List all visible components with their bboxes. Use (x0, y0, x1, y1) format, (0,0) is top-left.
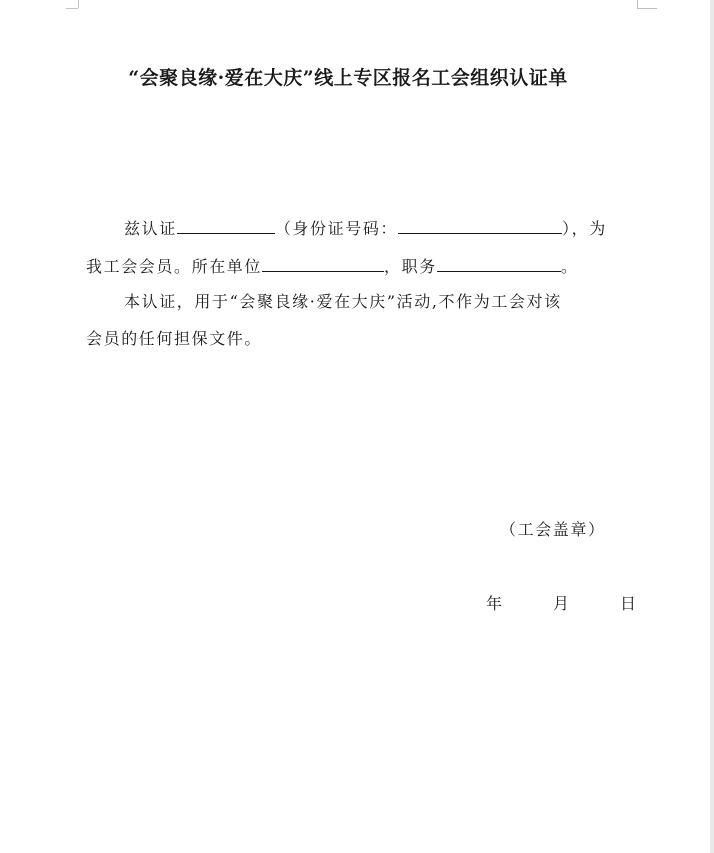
crop-mark-top-right (637, 0, 638, 8)
paragraph-line-3: 本认证，用于“会聚良缘·爱在大庆”活动,不作为工会对该 (124, 292, 562, 311)
name-blank[interactable] (177, 217, 275, 234)
date-month-label: 月 (553, 594, 570, 613)
date-day-label: 日 (620, 594, 637, 613)
seal-note: （工会盖章） (500, 520, 606, 539)
position-blank[interactable] (437, 255, 561, 272)
paragraph-line-1 (124, 217, 607, 239)
id-number-blank[interactable] (398, 217, 562, 234)
crop-mark-top-right (637, 8, 657, 9)
text-suffix: 。 (560, 257, 579, 276)
text-prefix: 我工会会员。所在单位 (86, 257, 263, 276)
crop-mark-top-left (78, 0, 79, 8)
close-paren: ），为 (562, 219, 607, 238)
id-label: （身份证号码： (274, 219, 399, 238)
paragraph-line-2 (86, 255, 578, 277)
text-middle: ，职务 (384, 257, 437, 276)
crop-mark-top-left (66, 8, 78, 9)
text-prefix: 兹认证 (124, 219, 177, 238)
employer-blank[interactable] (262, 255, 384, 272)
document-title: “会聚良缘·爱在大庆”线上专区报名工会组织认证单 (128, 67, 568, 89)
date-year-label: 年 (486, 594, 503, 613)
paragraph-line-4: 会员的任何担保文件。 (86, 329, 263, 348)
page-edge (710, 0, 714, 853)
